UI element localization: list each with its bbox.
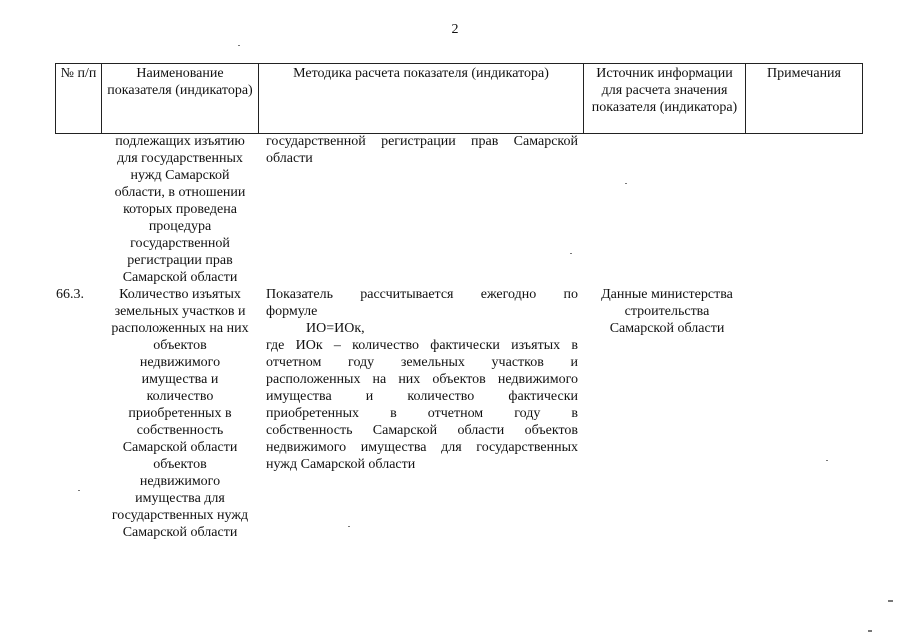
text-line: недвижимого имущества для государственных [266,440,578,455]
text-line: приобретенных в [128,406,232,421]
text-line: которых проведена [123,202,237,217]
method-description [266,286,578,473]
row-number: 66.3. [56,287,84,302]
text-line: Самарской области [609,321,725,336]
text-line: формуле [266,304,318,319]
indicator-name [101,286,259,541]
text-line: области, в отношении [114,185,246,200]
text-line: объектов [153,457,207,472]
table-header [55,63,863,134]
text-line: количество [146,389,214,404]
text-line: Показатель рассчитывается ежегодно по [266,287,578,302]
header-number: № п/п [56,64,102,134]
page-number: 2 [451,22,459,37]
text-line: для государственных [117,151,243,166]
text-line: подлежащих изъятию [115,134,245,149]
text-line: государственной регистрации прав Самарской [266,134,578,149]
text-line: строительства [624,304,710,319]
data-source [586,286,748,337]
text-line: государственной [130,236,230,251]
text-line: Количество изъятых [119,287,241,302]
text-line: регистрации прав [127,253,233,268]
scan-speck [570,253,572,254]
indicator-name-continued [101,133,259,286]
text-line: где ИОк – количество фактически изъятых в [266,338,578,353]
scan-speck [625,183,627,184]
text-line: недвижимого [139,474,221,489]
text-line: Самарской области [122,270,238,285]
text-line: расположенных на них [111,321,249,336]
scan-speck [888,600,893,602]
header-indicator-name: Наименование показателя (индикатора) [102,64,259,134]
header-source: Источник информации для расчета значения показателя (индикатора) [584,64,746,134]
text-line: процедура [148,219,212,234]
text-line: отчетном году земельных участков и [266,355,578,370]
scan-speck [826,460,828,461]
text-line: Самарской области [122,525,238,540]
header-method: Методика расчета показателя (индикатора) [259,64,584,134]
text-line: имущества и [141,372,219,387]
text-line: земельных участков и [114,304,246,319]
header-notes: Примечания [746,64,863,134]
text-line: расположенных на них объектов недвижимого [266,372,578,387]
text-line: Данные министерства [601,287,733,302]
method-continued [266,133,578,167]
scan-speck [238,45,240,46]
scan-speck [348,526,350,527]
text-line: недвижимого [139,355,221,370]
text-line: нужд Самарской области [266,457,416,472]
text-line: Самарской области [122,440,238,455]
scan-speck [78,490,80,491]
scan-speck [868,630,872,632]
text-line: имущества и количество фактически [266,389,578,404]
text-line: нужд Самарской [130,168,230,183]
text-line: области [266,151,313,166]
text-line: государственных нужд [111,508,249,523]
text-line: собственность [136,423,224,438]
text-line: имущества для [135,491,225,506]
text-line: собственность Самарской области объектов [266,423,578,438]
text-line: приобретенных в отчетном году в [266,406,578,421]
text-line: объектов [153,338,207,353]
formula: ИО=ИОк, [306,321,365,336]
